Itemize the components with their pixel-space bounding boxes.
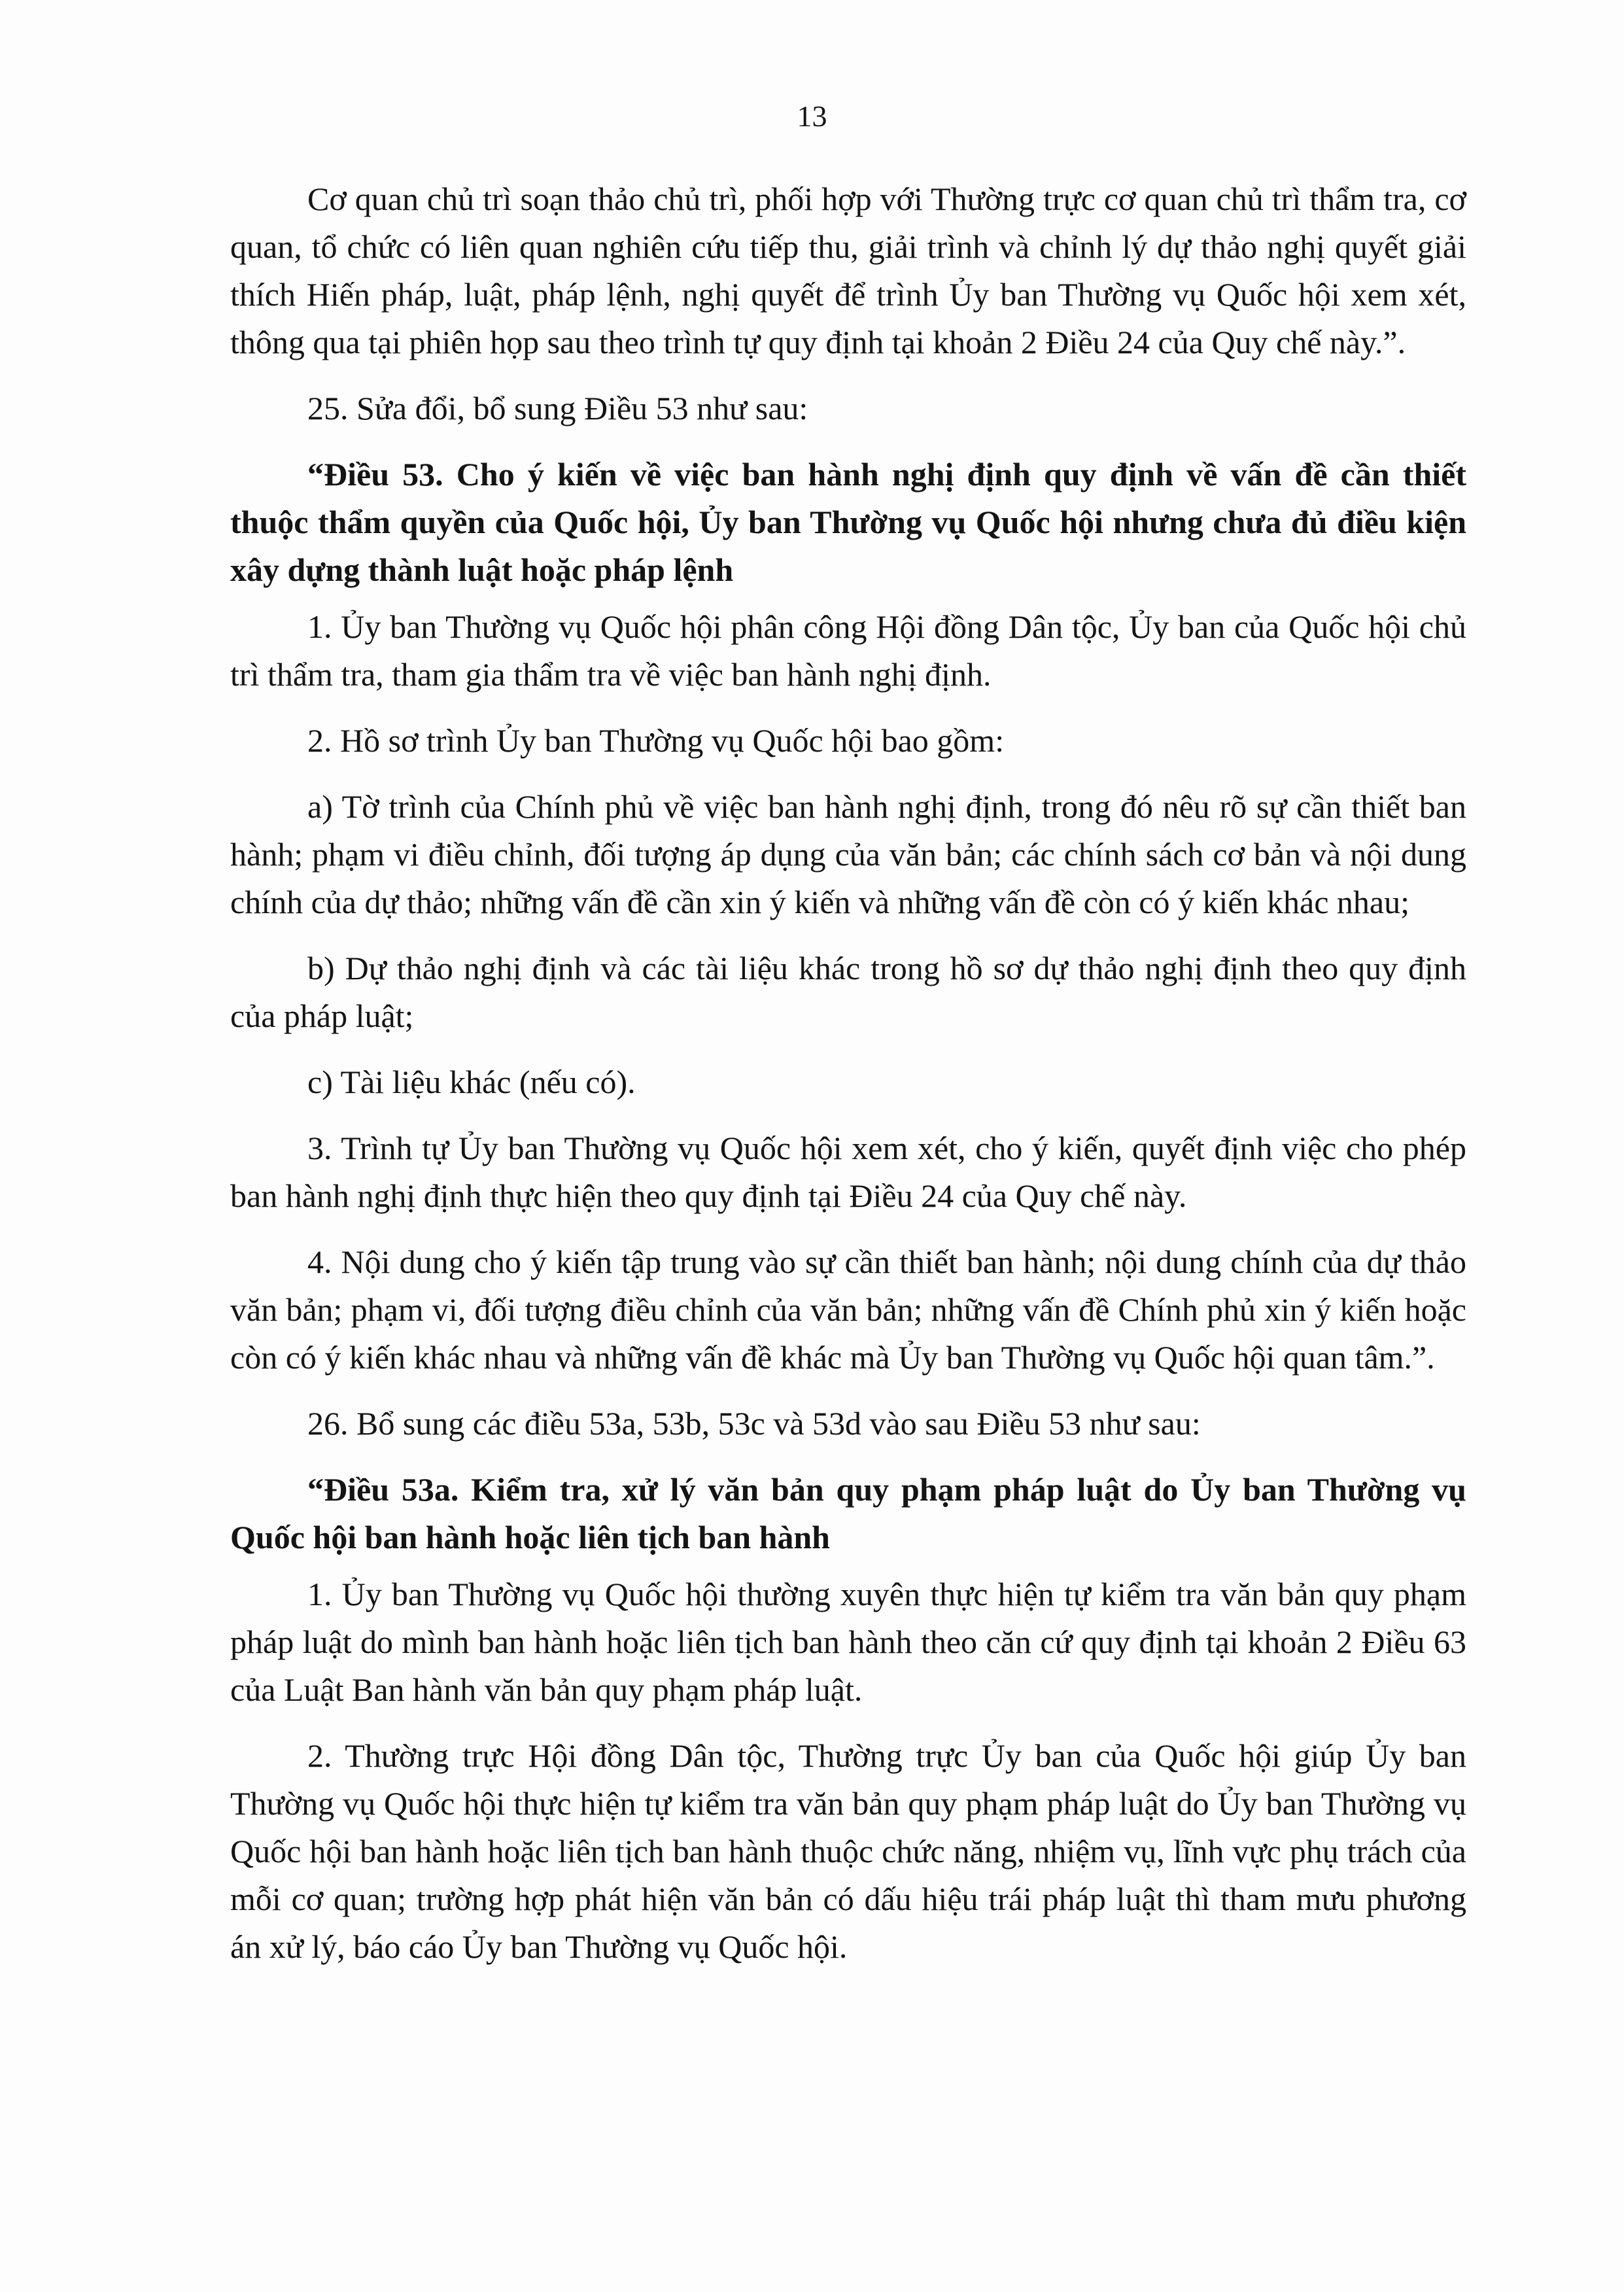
clause: 3. Trình tự Ủy ban Thường vụ Quốc hội xem xét, cho ý kiến, quyết định việc cho phép ban hành nghị định thực hiện theo quy định tại Điều 24 của Quy chế này.: [230, 1130, 1466, 1214]
clause: 1. Ủy ban Thường vụ Quốc hội phân công Hội đồng Dân tộc, Ủy ban của Quốc hội chủ trì thẩm tra, tham gia thẩm tra về việc ban hành nghị định.: [230, 608, 1466, 693]
amendment-item: 25. Sửa đổi, bổ sung Điều 53 như sau:: [307, 390, 808, 426]
article-heading: “Điều 53. Cho ý kiến về việc ban hành nghị định quy định về vấn đề cần thiết thuộc thẩm quyền của Quốc hội, Ủy ban Thường vụ Quốc hội nhưng chưa đủ điều kiện xây dựng thành luật hoặc pháp lệnh: [230, 456, 1466, 588]
clause: 4. Nội dung cho ý kiến tập trung vào sự cần thiết ban hành; nội dung chính của dự thảo văn bản; phạm vi, đối tượng điều chỉnh của văn bản; những vấn đề Chính phủ xin ý kiến hoặc còn có ý kiến khác nhau và những vấn đề khác mà Ủy ban Thường vụ Quốc hội quan tâm.”.: [230, 1243, 1466, 1376]
clause: 1. Ủy ban Thường vụ Quốc hội thường xuyên thực hiện tự kiểm tra văn bản quy phạm pháp luật do mình ban hành hoặc liên tịch ban hành theo căn cứ quy định tại khoản 2 Điều 63 của Luật Ban hành văn bản quy phạm pháp luật.: [230, 1576, 1466, 1708]
clause: 2. Thường trực Hội đồng Dân tộc, Thường trực Ủy ban của Quốc hội giúp Ủy ban Thường vụ Quốc hội thực hiện tự kiểm tra văn bản quy phạm pháp luật do Ủy ban Thường vụ Quốc hội ban hành hoặc liên tịch ban hành thuộc chức năng, nhiệm vụ, lĩnh vực phụ trách của mỗi cơ quan; trường hợp phát hiện văn bản có dấu hiệu trái pháp luật thì tham mưu phương án xử lý, báo cáo Ủy ban Thường vụ Quốc hội.: [230, 1737, 1466, 1965]
document-body: [230, 175, 1466, 1989]
point: a) Tờ trình của Chính phủ về việc ban hành nghị định, trong đó nêu rõ sự cần thiết ban hành; phạm vi điều chỉnh, đối tượng áp dụng của văn bản; các chính sách cơ bản và nội dung chính của dự thảo; những vấn đề cần xin ý kiến và những vấn đề còn có ý kiến khác nhau;: [230, 788, 1466, 920]
page-number: 13: [797, 99, 827, 133]
amendment-item: 26. Bổ sung các điều 53a, 53b, 53c và 53d vào sau Điều 53 như sau:: [307, 1405, 1201, 1442]
paragraph: Cơ quan chủ trì soạn thảo chủ trì, phối hợp với Thường trực cơ quan chủ trì thẩm tra, cơ quan, tổ chức có liên quan nghiên cứu tiếp thu, giải trình và chỉnh lý dự thảo nghị quyết giải thích Hiến pháp, luật, pháp lệnh, nghị quyết để trình Ủy ban Thường vụ Quốc hội xem xét, thông qua tại phiên họp sau theo trình tự quy định tại khoản 2 Điều 24 của Quy chế này.”.: [230, 181, 1466, 360]
clause: 2. Hồ sơ trình Ủy ban Thường vụ Quốc hội bao gồm:: [307, 722, 1005, 759]
article-heading: “Điều 53a. Kiểm tra, xử lý văn bản quy phạm pháp luật do Ủy ban Thường vụ Quốc hội ban hành hoặc liên tịch ban hành: [230, 1471, 1466, 1555]
point: b) Dự thảo nghị định và các tài liệu khác trong hồ sơ dự thảo nghị định theo quy định của pháp luật;: [230, 950, 1466, 1034]
point: c) Tài liệu khác (nếu có).: [307, 1064, 636, 1100]
